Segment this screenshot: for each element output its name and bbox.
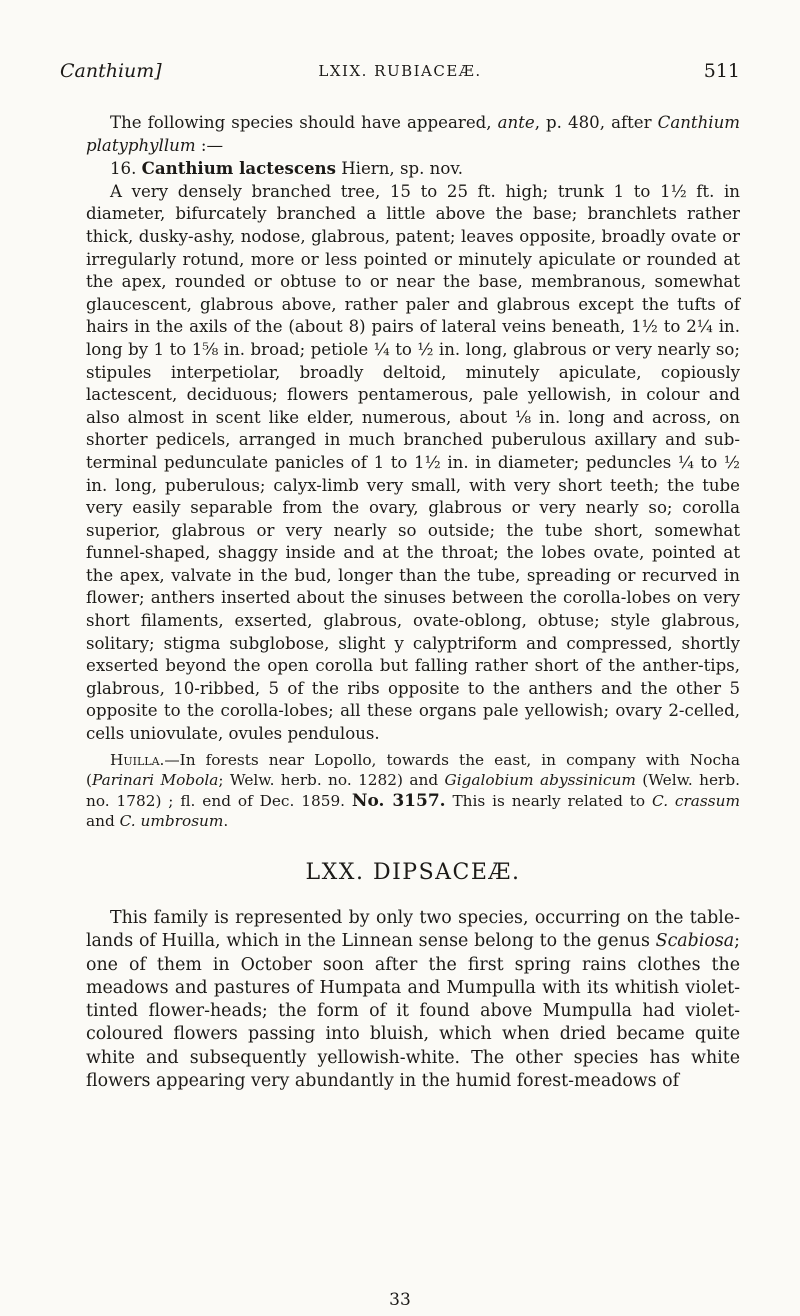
species-heading xyxy=(86,157,740,181)
family-heading: LXX. DIPSACEÆ. xyxy=(305,860,521,885)
page-number: 511 xyxy=(703,60,740,82)
signature-mark: 33 xyxy=(389,1290,411,1310)
genus-scabiosa: Scabiosa xyxy=(655,931,735,952)
running-head xyxy=(60,60,740,90)
habitat-paragraph: Huilla.—In forests near Lopollo, towards the east, in company with Nocha (Parinari Mobola; Welw. herb. no. 1282) and Gigalobium abyssinicum (Welw. herb. no. 1782) ; fl. end of Dec. 1859. No. 3157. This is nearly related to C. crassum and C. umbrosum. xyxy=(86,750,741,831)
specimen-number: No. 3157. xyxy=(351,790,446,811)
family-running-title: LXIX. RUBIACEÆ. xyxy=(318,62,482,80)
species-reference: Canthium platyphyllum xyxy=(86,113,740,155)
species-description: A very densely branched tree, 15 to 25 ft. high; trunk 1 to 1½ ft. in diameter, bifurcately branched a little above the base; branchlets rather thick, dusky-ashy, nodose, glabrous, patent; leaves opposite, broadly ovate or irregularly rotund, more or less pointed or minutely apiculate or rounded at the apex, rounded or obtuse to or near the base, membranous, somewhat glaucescent, glabrous above, rather paler and glabrous except the tufts of hairs in the axils of the (about 8) pairs of lateral veins beneath, 1½ to 2¼ in. long by 1 to 1⅝ in. broad; petiole ¼ to ½ in. long, glabrous or very nearly so; stipules interpetiolar, broadly deltoid, minutely apiculate, copiously lactescent, deciduous; flowers pentamerous, pale yellowish, in colour and also almost in scent like elder, numerous, about ⅛ in. long and across, on shorter pedicels, arranged in much branched puberulous axillary and sub-terminal pedunculate panicles of 1 to 1½ in. in diameter; peduncles ¼ to ½ in. long, puberulous; calyx-limb very small, with very short teeth; the tube very easily separable from the ovary, glabrous or very nearly so; corolla superior, glabrous or very nearly so outside; the tube short, somewhat funnel-shaped, shaggy inside and at the throat; the lobes ovate, pointed at the apex, valvate in the bud, longer than the tube, spreading or recurved in flower; anthers inserted about the sinuses between the corolla-lobes on very short filaments, exserted, glabrous, ovate-oblong, obtuse; style glabrous, solitary; stigma subglobose, slight y calyptriform and compressed, shortly exserted beyond the open corolla but falling rather short of the anther-tips, glabrous, 10-ribbed, 5 of the ribs opposite to the anthers and the other 5 opposite to the corolla-lobes; all these organs pale yellowish; ovary 2-celled, cells uniovulate, ovules pendulous. xyxy=(86,181,740,744)
species-authority: Hiern, sp. nov. xyxy=(341,159,464,179)
habitat-region: Huilla xyxy=(110,750,160,769)
body-text xyxy=(86,112,740,1093)
ante-word: ante xyxy=(497,113,535,132)
genus-running-title: Canthium] xyxy=(60,60,162,82)
family-paragraph: This family is represented by only two species, occurring on the table-lands of Huilla, which in the Linnean sense belong to the genus Scabiosa; one of them in October soon after the first spring rains clothes the meadows and pastures of Humpata and Mumpulla with its whitish violet-tinted flower-heads; the form of it found above Mumpulla had violet-coloured flowers passing into bluish, which when dried became quite white and subsequently yellowish-white. The other species has white flowers appearing very abundantly in the humid forest-meadows of xyxy=(86,908,740,1092)
species-name: Canthium lactescens xyxy=(141,158,336,179)
species-number: 16. xyxy=(110,159,137,179)
intro-paragraph: The following species should have appeared, ante, p. 480, after Canthium platyphyllum :— xyxy=(86,113,740,155)
